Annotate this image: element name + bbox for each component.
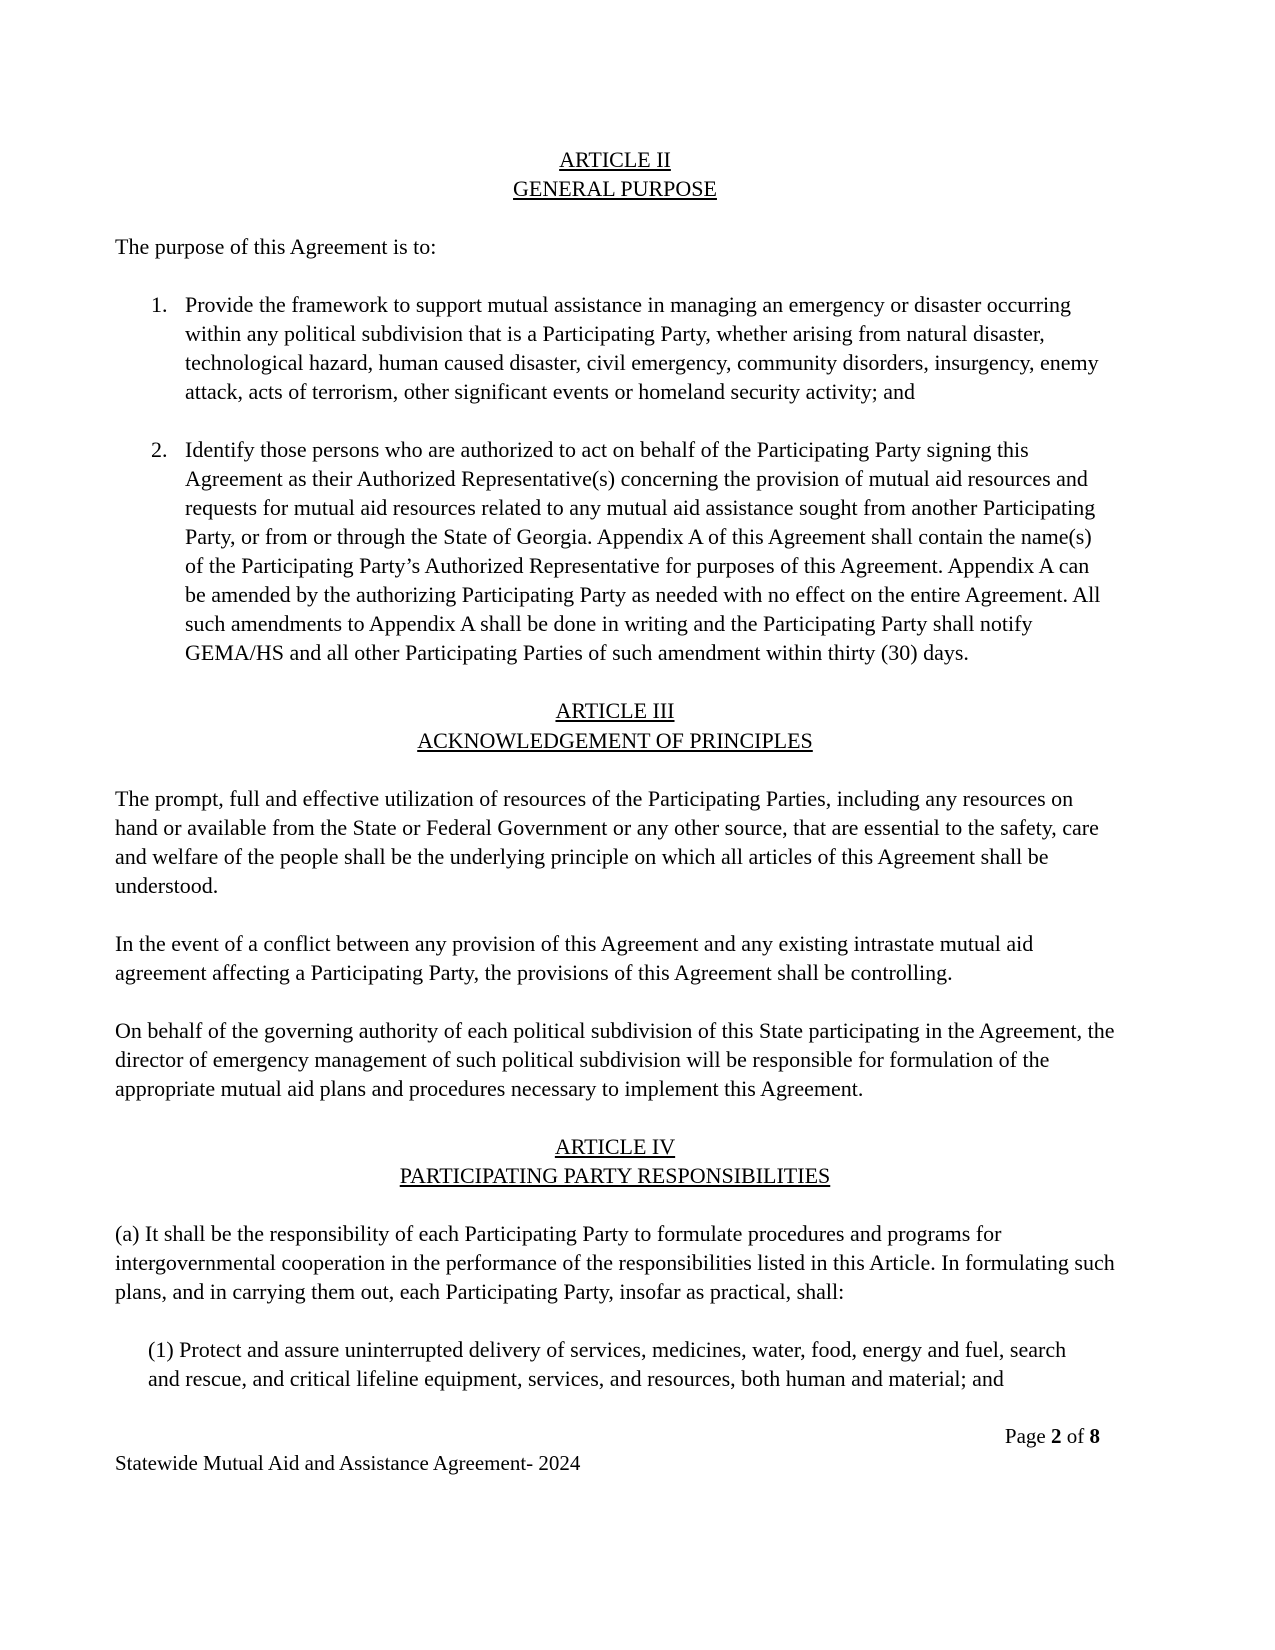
- page-number-indicator: [1005, 1423, 1100, 1450]
- article-2-heading: [115, 145, 1115, 203]
- article-3-heading-line-1: [115, 696, 1115, 725]
- of-word: of: [1061, 1424, 1090, 1448]
- article-2-heading-line-1: [115, 145, 1115, 174]
- article-3-title: ARTICLE III: [555, 698, 675, 724]
- article-4-subtitle: PARTICIPATING PARTY RESPONSIBILITIES: [399, 1162, 831, 1188]
- article-4-title: ARTICLE IV: [554, 1133, 676, 1159]
- article-3-paragraph-2: In the event of a conflict between any provision of this Agreement and any existing intrastate mutual aid agreement affecting a Participating Party, the provisions of this Agreement shall be controlling.: [115, 930, 1034, 985]
- page-number: 2: [1051, 1424, 1062, 1448]
- page-total: 8: [1089, 1424, 1100, 1448]
- article-4-paragraph-a: (a) It shall be the responsibility of each Participating Party to formulate procedures and programs for intergovernmental cooperation in the performance of the responsibilities listed in this Article. In formulating such plans, and in carrying them out, each Participating Party, insofar as practical, shall:: [115, 1220, 1115, 1304]
- article-3-heading: [115, 696, 1115, 754]
- document-footer-title: Statewide Mutual Aid and Assistance Agreement- 2024: [115, 1451, 581, 1475]
- article-2-title: ARTICLE II: [559, 147, 671, 172]
- numbered-item-2-marker: 2.: [151, 437, 168, 463]
- article-2-subtitle: GENERAL PURPOSE: [513, 176, 717, 202]
- document-content: [115, 145, 1115, 1422]
- article-4-heading-line-2: [115, 1161, 1115, 1190]
- numbered-item-2-text: Identify those persons who are authorized to act on behalf of the Participating Party signing this Agreement as their Authorized Representative(s) concerning the provision of mutual aid resources and requests for mutual aid resources related to any mutual aid assistance sought from another Participating Party, or from or through the State of Georgia. Appendix A of this Agreement shall contain the name(s) of the Participating Party’s Authorized Representative for purposes of this Agreement. Appendix A can be amended by the authorizing Participating Party as needed with no effect on the entire Agreement. All such amendments to Appendix A shall be done in writing and the Participating Party shall notify GEMA/HS and all other Participating Parties of such amendment within thirty (30) days.: [185, 437, 1101, 666]
- article-3-subtitle: ACKNOWLEDGEMENT OF PRINCIPLES: [417, 727, 813, 753]
- article-3-heading-line-2: [115, 726, 1115, 755]
- article-4-heading-line-1: [115, 1132, 1115, 1161]
- page-word: Page: [1004, 1424, 1051, 1448]
- article-3-paragraph-1: The prompt, full and effective utilization of resources of the Participating Parties, including any resources on hand or available from the State or Federal Government or any other source, that are essential to the safety, care and welfare of the people shall be the underlying principle on which all articles of this Agreement shall be understood.: [115, 785, 1099, 898]
- article-4-subitem-1: (1) Protect and assure uninterrupted delivery of services, medicines, water, food, energy and fuel, search and rescue, and critical lifeline equipment, services, and resources, both human and material; and: [148, 1336, 1067, 1391]
- numbered-item-1-marker: 1.: [151, 292, 168, 318]
- numbered-item-2: [115, 435, 1115, 667]
- numbered-item-1: [115, 290, 1115, 406]
- numbered-item-1-text: Provide the framework to support mutual assistance in managing an emergency or disaster occurring within any political subdivision that is a Participating Party, whether arising from natural disaster, technological hazard, human caused disaster, civil emergency, community disorders, insurgency, enemy attack, acts of terrorism, other significant events or homeland security activity; and: [185, 292, 1099, 405]
- article-2-intro: The purpose of this Agreement is to:: [115, 234, 437, 260]
- article-2-heading-line-2: [115, 174, 1115, 203]
- article-3-paragraph-3: On behalf of the governing authority of each political subdivision of this State participating in the Agreement, the director of emergency management of such political subdivision will be responsible for formulation of the appropriate mutual aid plans and procedures necessary to implement this Agreement.: [115, 1017, 1115, 1101]
- article-4-heading: [115, 1132, 1115, 1190]
